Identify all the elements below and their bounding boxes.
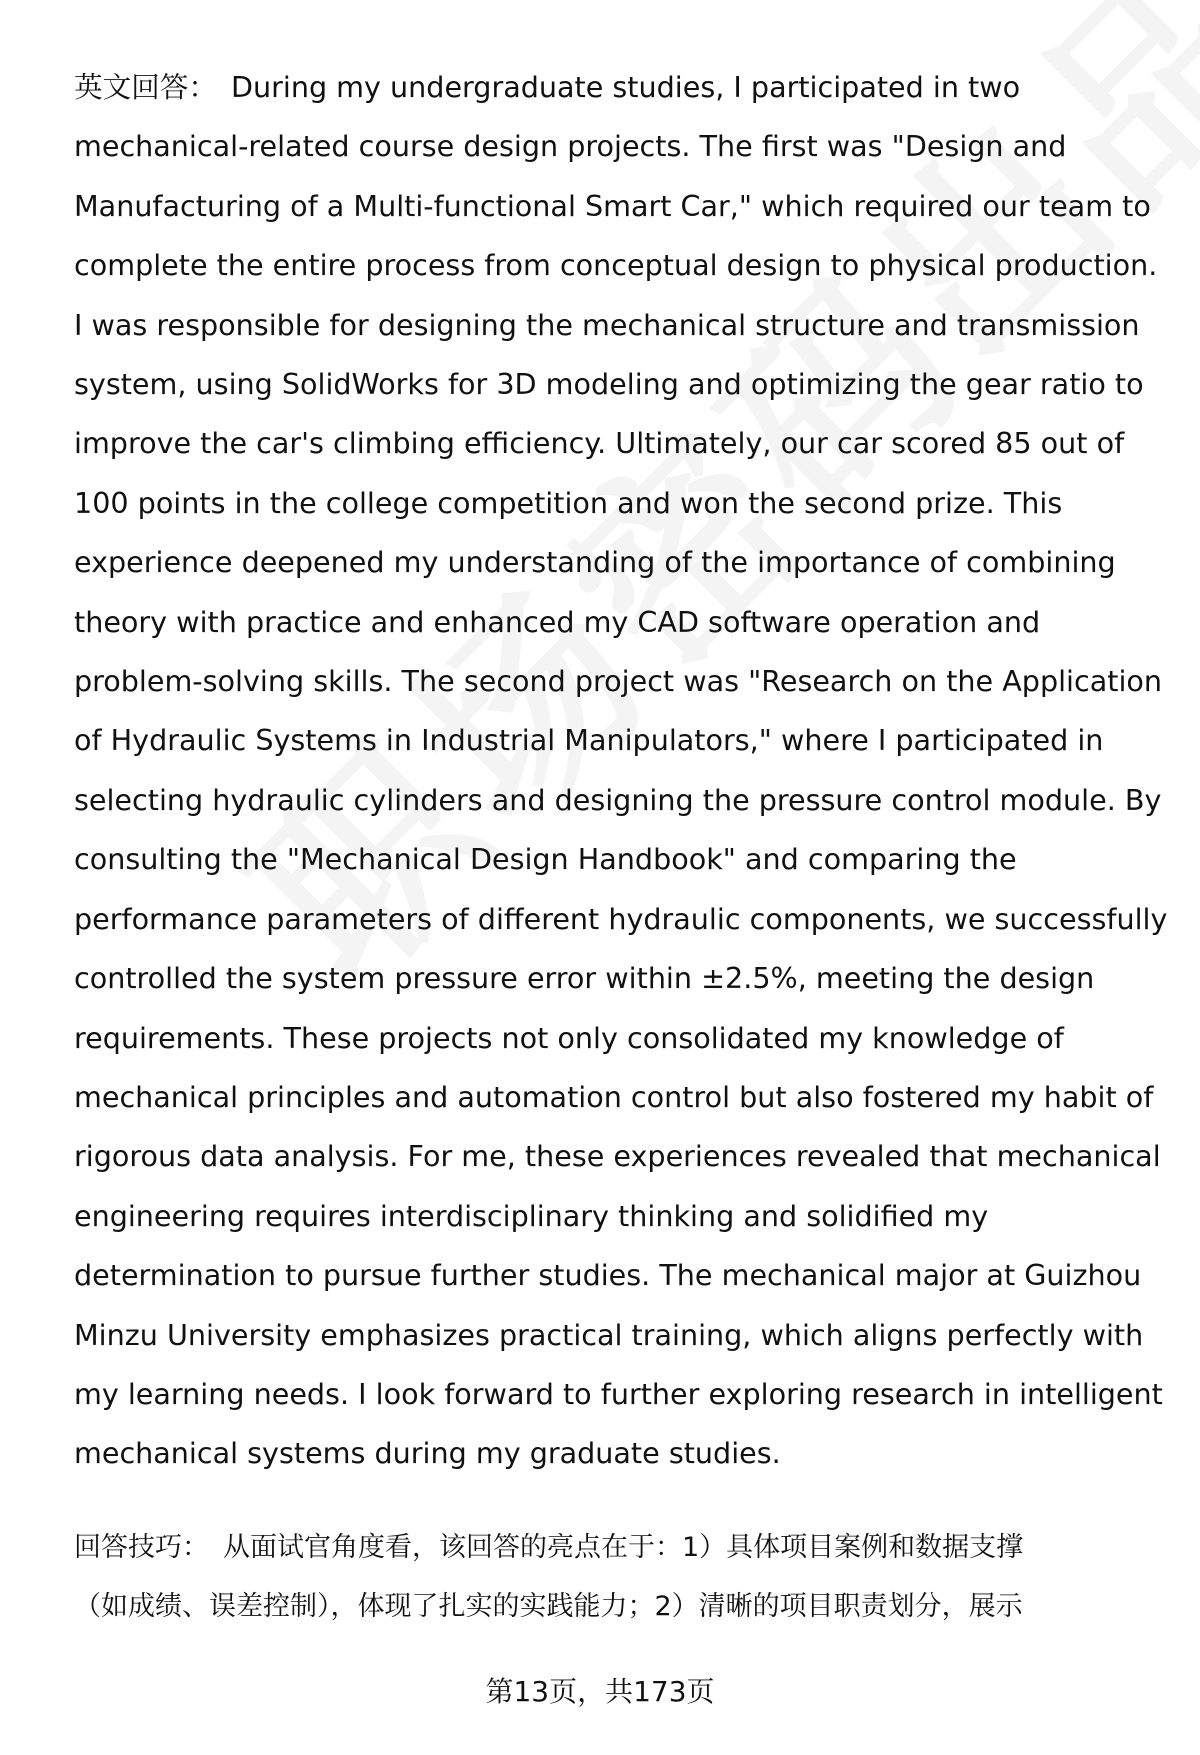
answer-line: theory with practice and enhanced my CAD software operation and (74, 604, 1041, 639)
answer-line: 100 points in the college competition and won the second prize. This (74, 485, 1063, 520)
answer-line: consulting the "Mechanical Design Handbook" and comparing the (74, 842, 1017, 877)
tip-label: 回答技巧： (74, 1532, 209, 1563)
answer-line: my learning needs. I look forward to further exploring research in intelligent (74, 1376, 1163, 1411)
answer-tips (74, 1518, 1174, 1636)
english-answer (74, 58, 1174, 1484)
answer-label: 英文回答： (74, 70, 217, 104)
answer-line: Minzu University emphasizes practical training, which aligns perfectly with (74, 1317, 1144, 1352)
answer-line: I was responsible for designing the mechanical structure and transmission (74, 307, 1140, 342)
answer-line: requirements. These projects not only consolidated my knowledge of (74, 1020, 1064, 1055)
answer-line: determination to pursue further studies. The mechanical major at Guizhou (74, 1258, 1142, 1293)
answer-line: improve the car's climbing efficiency. Ultimately, our car scored 85 out of (74, 426, 1125, 461)
answer-line: system, using SolidWorks for 3D modeling and optimizing the gear ratio to (74, 367, 1144, 402)
answer-line: Manufacturing of a Multi-functional Smart Car," which required our team to (74, 188, 1151, 223)
tip-line: （如成绩、误差控制），体现了扎实的实践能力；2）清晰的项目职责划分，展示 (74, 1591, 1023, 1622)
page-number: 第13页，共173页 (485, 1675, 715, 1708)
tip-line: 回答技巧： 从面试官角度看，该回答的亮点在于：1）具体项目案例和数据支撑 (74, 1532, 1024, 1563)
answer-line: of Hydraulic Systems in Industrial Manipulators," where I participated in (74, 723, 1104, 758)
answer-line: selecting hydraulic cylinders and designing the pressure control module. By (74, 782, 1162, 817)
answer-line: 英文回答： During my undergraduate studies, I participated in two (74, 70, 1021, 104)
answer-line: mechanical principles and automation control but also fostered my habit of (74, 1079, 1154, 1114)
answer-line: experience deepened my understanding of the importance of combining (74, 545, 1116, 580)
answer-line: mechanical-related course design projects. The first was "Design and (74, 129, 1067, 164)
answer-line: problem-solving skills. The second project was "Research on the Application (74, 664, 1162, 699)
answer-line: performance parameters of different hydraulic components, we successfully (74, 901, 1168, 936)
answer-line: engineering requires interdisciplinary thinking and solidified my (74, 1198, 989, 1233)
answer-line: rigorous data analysis. For me, these experiences revealed that mechanical (74, 1139, 1161, 1174)
answer-line: mechanical systems during my graduate studies. (74, 1436, 781, 1471)
answer-line: complete the entire process from conceptual design to physical production. (74, 248, 1158, 283)
answer-line: controlled the system pressure error within ±2.5%, meeting the design (74, 961, 1095, 996)
